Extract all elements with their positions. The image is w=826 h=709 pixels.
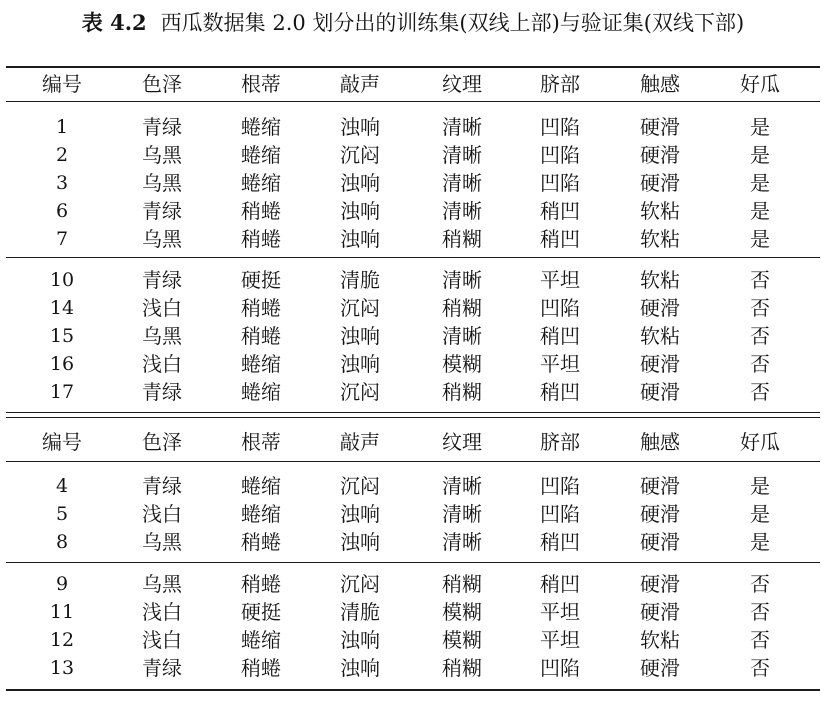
table-row [0,197,826,225]
table-row [0,225,826,253]
cell-navel: 稍凹 [540,530,580,554]
cell-texture: 模糊 [442,352,482,376]
cell-root: 稍蜷 [241,227,281,251]
cell-good-melon: 是 [750,115,770,139]
cell-root: 稍蜷 [241,530,281,554]
header-good-melon: 好瓜 [740,72,780,96]
header-id: 编号 [42,430,82,454]
cell-sound: 浊响 [340,199,380,223]
cell-texture: 清晰 [442,502,482,526]
cell-good-melon: 否 [750,324,770,348]
cell-touch: 硬滑 [640,600,680,624]
header-sound: 敲声 [340,430,380,454]
cell-good-melon: 否 [750,628,770,652]
cell-touch: 硬滑 [640,115,680,139]
header-id: 编号 [42,72,82,96]
cell-color: 乌黑 [142,171,182,195]
table-row [0,570,826,598]
cell-good-melon: 否 [750,600,770,624]
cell-root: 稍蜷 [241,296,281,320]
cell-id: 4 [55,475,69,497]
cell-root: 稍蜷 [241,572,281,596]
cell-id: 16 [49,353,75,375]
cell-touch: 硬滑 [640,502,680,526]
cell-color: 乌黑 [142,530,182,554]
cell-good-melon: 是 [750,171,770,195]
cell-navel: 平坦 [540,600,580,624]
cell-texture: 清晰 [442,268,482,292]
header-touch: 触感 [640,430,680,454]
cell-sound: 浊响 [340,324,380,348]
cell-good-melon: 否 [750,572,770,596]
cell-texture: 模糊 [442,628,482,652]
cell-color: 青绿 [142,380,182,404]
cell-sound: 沉闷 [340,143,380,167]
cell-root: 蜷缩 [241,380,281,404]
header-root: 根蒂 [241,72,281,96]
cell-color: 浅白 [142,502,182,526]
cell-navel: 稍凹 [540,324,580,348]
cell-id: 15 [49,325,75,347]
header-row [0,70,826,98]
cell-root: 稍蜷 [241,324,281,348]
table-row [0,528,826,556]
cell-root: 蜷缩 [241,474,281,498]
cell-root: 蜷缩 [241,115,281,139]
top-rule [6,66,820,68]
table-row [0,294,826,322]
cell-texture: 稍糊 [442,296,482,320]
cell-texture: 稍糊 [442,656,482,680]
cell-touch: 软粘 [640,199,680,223]
cell-sound: 清脆 [340,600,380,624]
header-root: 根蒂 [241,430,281,454]
cell-color: 浅白 [142,600,182,624]
cell-navel: 平坦 [540,268,580,292]
cell-root: 蜷缩 [241,352,281,376]
cell-touch: 软粘 [640,324,680,348]
cell-texture: 清晰 [442,115,482,139]
cell-good-melon: 否 [750,656,770,680]
cell-root: 硬挺 [241,268,281,292]
cell-touch: 硬滑 [640,380,680,404]
cell-sound: 浊响 [340,530,380,554]
table-row [0,266,826,294]
cell-color: 青绿 [142,115,182,139]
cell-id: 8 [55,531,69,553]
cell-texture: 清晰 [442,199,482,223]
cell-texture: 稍糊 [442,380,482,404]
cell-navel: 稍凹 [540,572,580,596]
header-color: 色泽 [142,72,182,96]
cell-sound: 浊响 [340,115,380,139]
cell-navel: 稍凹 [540,227,580,251]
cell-id: 12 [49,629,75,651]
table-row [0,322,826,350]
cell-good-melon: 是 [750,199,770,223]
cell-good-melon: 是 [750,502,770,526]
cell-color: 浅白 [142,628,182,652]
cell-sound: 浊响 [340,628,380,652]
cell-color: 青绿 [142,656,182,680]
cell-touch: 硬滑 [640,656,680,680]
cell-good-melon: 否 [750,380,770,404]
cell-id: 13 [49,657,75,679]
header-rule [6,461,820,462]
table-row [0,598,826,626]
cell-sound: 清脆 [340,268,380,292]
cell-good-melon: 否 [750,296,770,320]
cell-touch: 硬滑 [640,474,680,498]
group-rule [6,257,820,258]
cell-texture: 清晰 [442,530,482,554]
cell-id: 6 [55,200,69,222]
cell-good-melon: 是 [750,530,770,554]
table-row [0,169,826,197]
double-rule-upper [6,412,820,413]
cell-navel: 稍凹 [540,380,580,404]
group-rule [6,562,820,563]
header-navel: 脐部 [540,430,580,454]
cell-id: 10 [49,269,75,291]
cell-root: 蜷缩 [241,143,281,167]
header-rule [6,101,820,102]
cell-id: 11 [49,601,75,623]
cell-id: 9 [55,573,69,595]
cell-sound: 沉闷 [340,572,380,596]
cell-texture: 稍糊 [442,227,482,251]
cell-sound: 浊响 [340,227,380,251]
cell-root: 蜷缩 [241,171,281,195]
cell-color: 青绿 [142,199,182,223]
cell-color: 浅白 [142,296,182,320]
cell-texture: 清晰 [442,171,482,195]
caption-text: 西瓜数据集 2.0 划分出的训练集(双线上部)与验证集(双线下部) [160,11,745,35]
table-row [0,350,826,378]
cell-sound: 浊响 [340,656,380,680]
cell-id: 17 [49,381,75,403]
cell-touch: 软粘 [640,268,680,292]
cell-navel: 凹陷 [540,474,580,498]
cell-texture: 清晰 [442,324,482,348]
cell-root: 硬挺 [241,600,281,624]
cell-root: 稍蜷 [241,656,281,680]
cell-good-melon: 否 [750,268,770,292]
cell-good-melon: 是 [750,474,770,498]
cell-id: 1 [55,116,69,138]
cell-id: 14 [49,297,75,319]
cell-touch: 软粘 [640,227,680,251]
caption-label: 表 4.2 [81,10,147,35]
cell-touch: 硬滑 [640,143,680,167]
cell-sound: 沉闷 [340,474,380,498]
cell-texture: 清晰 [442,143,482,167]
cell-touch: 硬滑 [640,171,680,195]
cell-color: 乌黑 [142,324,182,348]
cell-id: 3 [55,172,69,194]
header-texture: 纹理 [442,72,482,96]
cell-color: 乌黑 [142,572,182,596]
cell-touch: 硬滑 [640,296,680,320]
cell-color: 青绿 [142,474,182,498]
cell-navel: 凹陷 [540,656,580,680]
cell-id: 5 [55,503,69,525]
cell-touch: 硬滑 [640,530,680,554]
table-row [0,654,826,682]
cell-color: 乌黑 [142,227,182,251]
table-row [0,113,826,141]
cell-navel: 凹陷 [540,143,580,167]
cell-navel: 平坦 [540,352,580,376]
header-texture: 纹理 [442,430,482,454]
table-row [0,378,826,406]
header-row [0,428,826,456]
cell-sound: 浊响 [340,352,380,376]
cell-navel: 凹陷 [540,115,580,139]
cell-sound: 沉闷 [340,296,380,320]
cell-sound: 浊响 [340,171,380,195]
cell-navel: 凹陷 [540,296,580,320]
table-caption [0,8,826,38]
cell-good-melon: 否 [750,352,770,376]
cell-navel: 凹陷 [540,502,580,526]
header-navel: 脐部 [540,72,580,96]
cell-texture: 模糊 [442,600,482,624]
cell-color: 乌黑 [142,143,182,167]
cell-id: 2 [55,144,69,166]
cell-color: 青绿 [142,268,182,292]
table-row [0,626,826,654]
cell-texture: 稍糊 [442,572,482,596]
double-rule-lower [6,417,820,418]
cell-root: 蜷缩 [241,628,281,652]
cell-good-melon: 是 [750,227,770,251]
cell-navel: 凹陷 [540,171,580,195]
cell-navel: 稍凹 [540,199,580,223]
cell-sound: 沉闷 [340,380,380,404]
cell-id: 7 [55,228,69,250]
cell-root: 蜷缩 [241,502,281,526]
cell-touch: 软粘 [640,628,680,652]
cell-navel: 平坦 [540,628,580,652]
bottom-rule [6,689,820,691]
cell-root: 稍蜷 [241,199,281,223]
table-row [0,472,826,500]
cell-color: 浅白 [142,352,182,376]
header-sound: 敲声 [340,72,380,96]
table-row [0,141,826,169]
header-good-melon: 好瓜 [740,430,780,454]
header-touch: 触感 [640,72,680,96]
header-color: 色泽 [142,430,182,454]
cell-sound: 浊响 [340,502,380,526]
table-row [0,500,826,528]
cell-good-melon: 是 [750,143,770,167]
cell-touch: 硬滑 [640,572,680,596]
cell-touch: 硬滑 [640,352,680,376]
cell-texture: 清晰 [442,474,482,498]
